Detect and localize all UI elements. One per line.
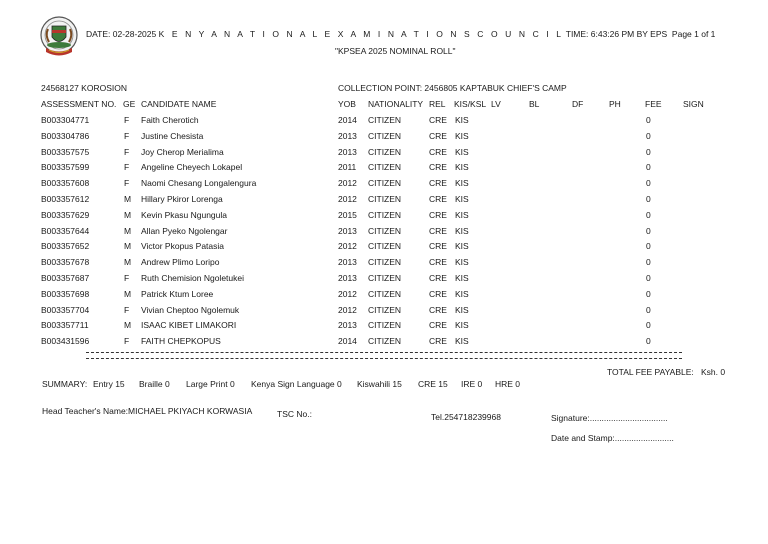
cell-nationality: CITIZEN: [368, 320, 402, 331]
tsc-number: TSC No.:: [277, 409, 312, 419]
cell-rel: CRE: [429, 146, 447, 157]
cell-nationality: CITIZEN: [368, 225, 402, 236]
cell-nationality: CITIZEN: [368, 273, 402, 283]
total-fee-label: TOTAL FEE PAYABLE:: [607, 367, 694, 377]
cell-nationality: CITIZEN: [368, 178, 402, 189]
summary-item: Kenya Sign Language 0: [251, 379, 342, 389]
cell-candidate-name: Victor Pkopus Patasia: [141, 241, 224, 252]
cell-gender: F: [124, 336, 130, 347]
column-header-yob: YOB: [338, 99, 356, 109]
cell-gender: M: [124, 209, 132, 220]
summary-item: Entry 15: [93, 379, 125, 389]
column-header-gender: GE: [123, 99, 136, 109]
cell-assessment-no: B003357711: [41, 320, 89, 331]
cell-gender: M: [124, 288, 132, 299]
cell-yob: 2012: [338, 304, 357, 315]
cell-yob: 2014: [338, 336, 357, 347]
cell-nationality: CITIZEN: [368, 194, 402, 204]
column-header-bl: BL: [529, 99, 540, 109]
cell-nationality: CITIZEN: [368, 146, 402, 157]
cell-fee: 0: [646, 209, 651, 220]
cell-nationality: CITIZEN: [368, 304, 402, 315]
school-code-name: 24568127 KOROSION: [41, 83, 127, 93]
cell-assessment-no: B003357652: [41, 241, 90, 252]
cell-rel: CRE: [429, 162, 447, 173]
summary-item: Large Print 0: [186, 379, 235, 389]
cell-fee: 0: [646, 194, 651, 204]
cell-gender: F: [124, 162, 130, 173]
cell-candidate-name: Joy Cherop Merialima: [141, 146, 224, 157]
cell-yob: 2015: [338, 209, 357, 220]
cell-nationality: CITIZEN: [368, 130, 402, 141]
column-header-lv: LV: [491, 99, 501, 109]
cell-kis-ksl: KIS: [455, 225, 469, 236]
summary-item: CRE 15: [418, 379, 448, 389]
cell-assessment-no: B003304786: [41, 130, 90, 141]
column-header-ph: PH: [609, 99, 621, 109]
cell-candidate-name: Justine Chesista: [141, 130, 204, 141]
cell-nationality: CITIZEN: [368, 162, 402, 173]
cell-yob: 2014: [338, 115, 357, 125]
date-label: DATE: 02-28-2025: [86, 29, 157, 39]
cell-gender: M: [124, 194, 132, 204]
column-header-kis-ksl: KIS/KSL: [454, 99, 487, 109]
column-header-sign: SIGN: [683, 99, 704, 109]
cell-candidate-name: Andrew Plimo Loripo: [141, 257, 220, 268]
cell-rel: CRE: [429, 225, 447, 236]
cell-gender: F: [124, 273, 130, 283]
summary-label: SUMMARY:: [42, 379, 88, 389]
summary-item: Kiswahili 15: [357, 379, 402, 389]
cell-assessment-no: B003357644: [41, 225, 90, 236]
cell-fee: 0: [646, 225, 651, 236]
cell-gender: M: [124, 241, 132, 252]
cell-rel: CRE: [429, 336, 447, 347]
cell-rel: CRE: [429, 257, 447, 268]
cell-nationality: CITIZEN: [368, 336, 402, 347]
cell-rel: CRE: [429, 320, 447, 331]
summary-item: Braille 0: [139, 379, 170, 389]
cell-assessment-no: B003357687: [41, 273, 90, 283]
column-header-rel: REL: [429, 99, 446, 109]
cell-rel: CRE: [429, 130, 447, 141]
cell-rel: CRE: [429, 273, 447, 283]
head-teacher-name: Head Teacher's Name:MICHAEL PKIYACH KORWASIA: [42, 406, 253, 416]
cell-nationality: CITIZEN: [368, 115, 402, 125]
cell-yob: 2013: [338, 130, 357, 141]
column-header-nationality: NATIONALITY: [368, 99, 424, 109]
cell-fee: 0: [646, 304, 651, 315]
cell-candidate-name: Hillary Pkiror Lorenga: [141, 194, 223, 204]
cell-gender: F: [124, 304, 130, 315]
cell-yob: 2013: [338, 320, 357, 331]
cell-yob: 2011: [338, 162, 357, 173]
cell-fee: 0: [646, 288, 651, 299]
cell-kis-ksl: KIS: [455, 162, 469, 173]
cell-gender: F: [124, 146, 130, 157]
cell-kis-ksl: KIS: [455, 209, 469, 220]
cell-candidate-name: FAITH CHEPKOPUS: [141, 336, 221, 347]
council-name: K E N Y A N A T I O N A L E X A M I N A T I O N S C O U N C I L: [158, 29, 564, 39]
page-number: Page 1 of 1: [671, 29, 716, 39]
cell-kis-ksl: KIS: [455, 194, 469, 204]
cell-candidate-name: Vivian Cheptoo Ngolemuk: [141, 304, 240, 315]
cell-kis-ksl: KIS: [455, 146, 469, 157]
cell-fee: 0: [646, 336, 651, 347]
cell-rel: CRE: [429, 178, 447, 189]
cell-rel: CRE: [429, 209, 447, 220]
cell-kis-ksl: KIS: [455, 130, 469, 141]
cell-rel: CRE: [429, 304, 447, 315]
cell-fee: 0: [646, 241, 651, 252]
cell-assessment-no: B003357629: [41, 209, 90, 220]
date-stamp-line: Date and Stamp:.........................: [551, 433, 674, 443]
cell-assessment-no: B003357698: [41, 288, 90, 299]
report-title: "KPSEA 2025 NOMINAL ROLL": [335, 46, 456, 56]
table-divider: [86, 352, 682, 359]
cell-kis-ksl: KIS: [455, 257, 469, 268]
cell-fee: 0: [646, 320, 651, 331]
cell-rel: CRE: [429, 241, 447, 252]
cell-kis-ksl: KIS: [455, 320, 469, 331]
cell-nationality: CITIZEN: [368, 257, 402, 268]
cell-yob: 2013: [338, 225, 357, 236]
cell-candidate-name: Allan Pyeko Ngolengar: [141, 225, 228, 236]
column-header-df: DF: [572, 99, 584, 109]
cell-gender: F: [124, 178, 130, 189]
cell-yob: 2013: [338, 146, 357, 157]
cell-candidate-name: Naomi Chesang Longalengura: [141, 178, 257, 189]
cell-candidate-name: Kevin Pkasu Ngungula: [141, 209, 228, 220]
cell-nationality: CITIZEN: [368, 288, 402, 299]
total-fee-value: Ksh. 0: [701, 367, 726, 377]
cell-yob: 2012: [338, 194, 357, 204]
cell-kis-ksl: KIS: [455, 178, 469, 189]
cell-assessment-no: B003357678: [41, 257, 90, 268]
column-header-assessment-no: ASSESSMENT NO.: [41, 99, 117, 109]
cell-yob: 2012: [338, 288, 357, 299]
cell-fee: 0: [646, 162, 651, 173]
cell-candidate-name: Ruth Chemision Ngoletukei: [141, 273, 244, 283]
cell-kis-ksl: KIS: [455, 241, 469, 252]
column-header-candidate-name: CANDIDATE NAME: [141, 99, 217, 109]
cell-fee: 0: [646, 130, 651, 141]
cell-yob: 2013: [338, 257, 357, 268]
cell-gender: M: [124, 320, 132, 331]
collection-point: COLLECTION POINT: 2456805 KAPTABUK CHIEF'S CAMP: [338, 83, 567, 93]
cell-fee: 0: [646, 257, 651, 268]
cell-kis-ksl: KIS: [455, 304, 469, 315]
cell-assessment-no: B003304771: [41, 115, 90, 125]
cell-gender: F: [124, 115, 130, 125]
telephone: Tel.254718239968: [431, 412, 501, 422]
cell-assessment-no: B003357612: [41, 194, 90, 204]
column-header-fee: FEE: [645, 99, 662, 109]
cell-kis-ksl: KIS: [455, 288, 469, 299]
summary-item: IRE 0: [461, 379, 483, 389]
time-label: TIME: 6:43:26 PM: [565, 29, 635, 39]
cell-nationality: CITIZEN: [368, 241, 402, 252]
cell-assessment-no: B003431596: [41, 336, 90, 347]
cell-candidate-name: Patrick Ktum Loree: [141, 288, 214, 299]
cell-fee: 0: [646, 273, 651, 283]
cell-fee: 0: [646, 146, 651, 157]
cell-rel: CRE: [429, 194, 447, 204]
cell-yob: 2013: [338, 273, 357, 283]
cell-yob: 2012: [338, 178, 357, 189]
by-label: BY EPS: [636, 29, 668, 39]
cell-fee: 0: [646, 115, 651, 125]
cell-rel: CRE: [429, 288, 447, 299]
summary-item: HRE 0: [495, 379, 521, 389]
cell-candidate-name: ISAAC KIBET LIMAKORI: [141, 320, 237, 331]
cell-kis-ksl: KIS: [455, 115, 469, 125]
kenya-coat-of-arms-icon: [39, 15, 79, 61]
cell-gender: M: [124, 225, 132, 236]
cell-assessment-no: B003357704: [41, 304, 90, 315]
cell-candidate-name: Faith Cherotich: [141, 115, 199, 125]
cell-candidate-name: Angeline Cheyech Lokapel: [141, 162, 243, 173]
cell-assessment-no: B003357575: [41, 146, 90, 157]
cell-fee: 0: [646, 178, 651, 189]
cell-yob: 2012: [338, 241, 357, 252]
cell-kis-ksl: KIS: [455, 273, 469, 283]
cell-rel: CRE: [429, 115, 447, 125]
cell-gender: F: [124, 130, 130, 141]
report-header: [86, 29, 715, 39]
cell-assessment-no: B003357608: [41, 178, 90, 189]
cell-assessment-no: B003357599: [41, 162, 90, 173]
cell-gender: M: [124, 257, 132, 268]
cell-nationality: CITIZEN: [368, 209, 402, 220]
signature-line: Signature:.................................: [551, 413, 668, 423]
cell-kis-ksl: KIS: [455, 336, 469, 347]
